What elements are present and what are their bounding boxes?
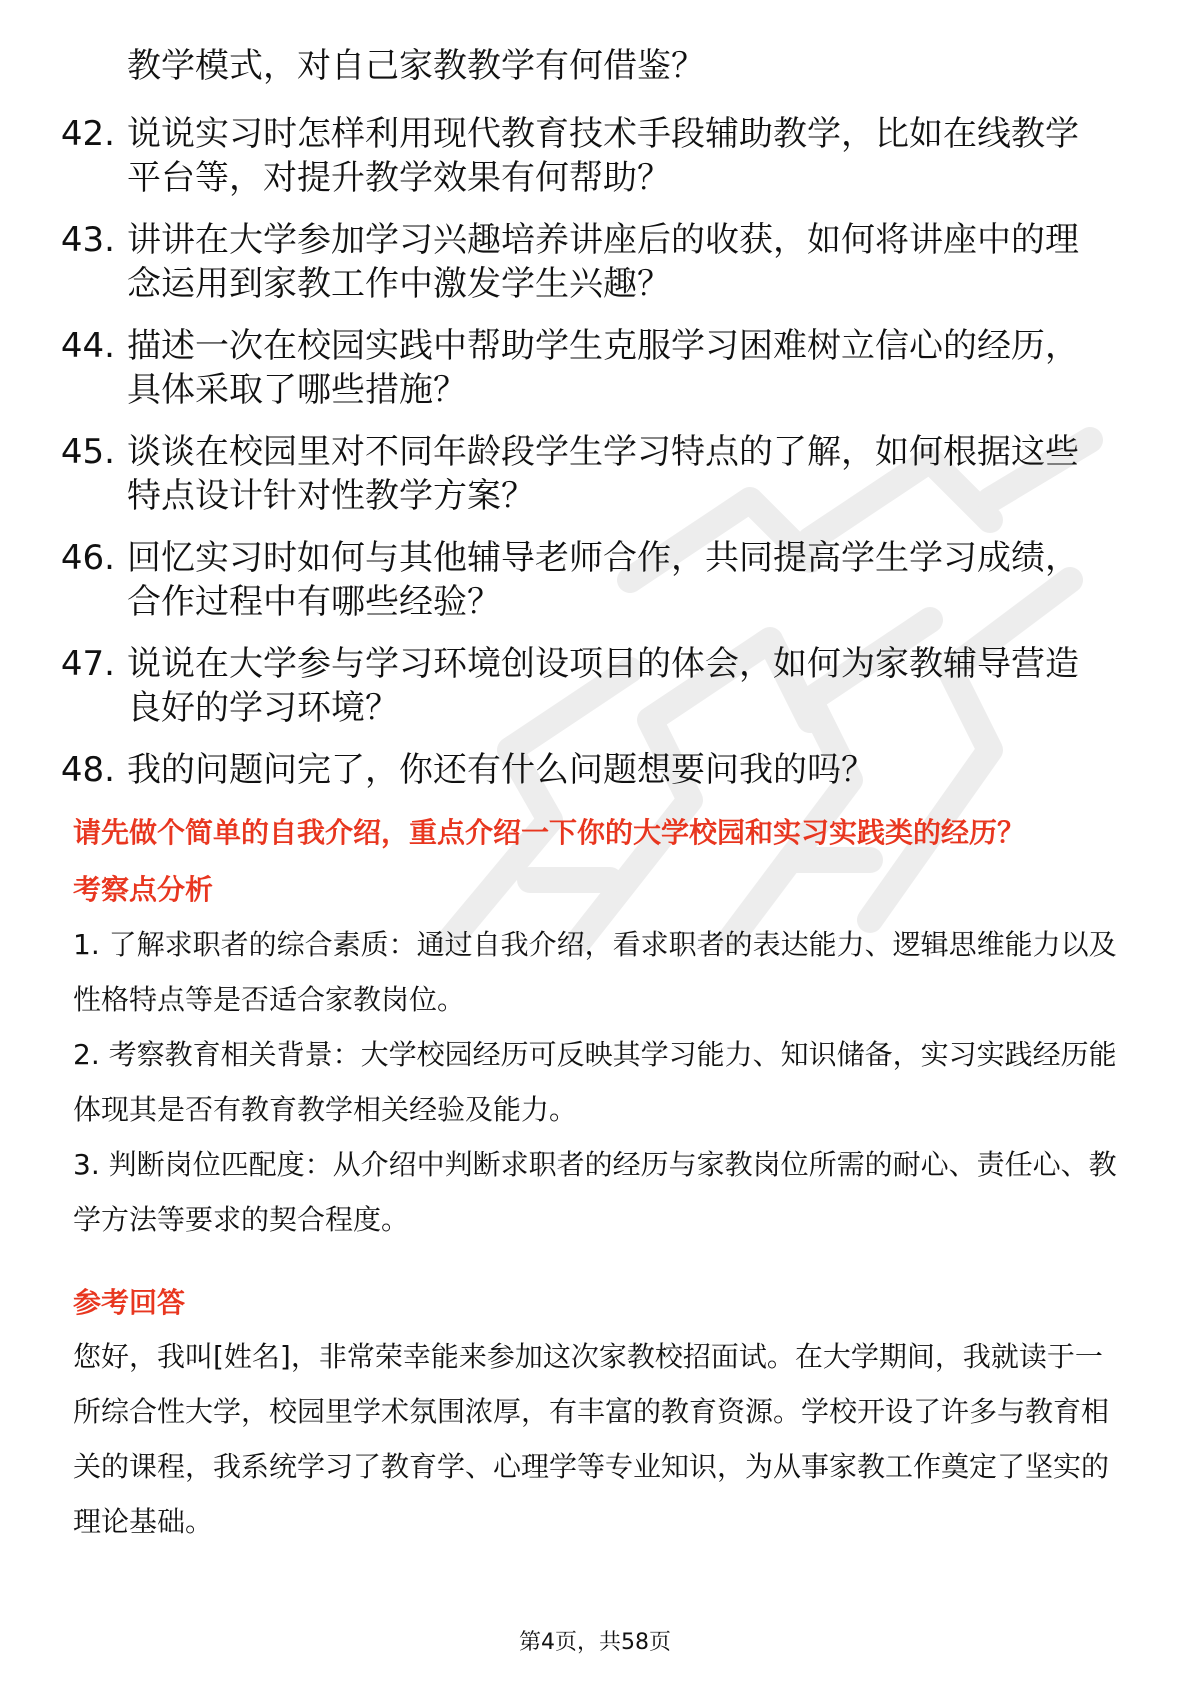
question-item [0, 430, 1190, 518]
question-item [0, 536, 1190, 624]
question-number: 43. [60, 220, 115, 260]
reference-answer-text: 您好，我叫[姓名]，非常荣幸能来参加这次家教校招面试。在大学期间，我就读于一所综合性大学，校园里学术氛围浓厚，有丰富的教育资源。学校开设了许多与教育相关的课程，我系统学习了教育学、心理学等专业知识，为从事家教工作奠定了坚实的理论基础。 [73, 1340, 1110, 1538]
question-item [0, 218, 1190, 306]
analysis-point: 3. 判断岗位匹配度：从介绍中判断求职者的经历与家教岗位所需的耐心、责任心、教学方法等要求的契合程度。 [73, 1148, 1117, 1236]
reference-answer [73, 1329, 1123, 1549]
question-item [0, 324, 1190, 412]
question-number: 42. [60, 114, 115, 154]
analysis-point: 1. 了解求职者的综合素质：通过自我介绍，看求职者的表达能力、逻辑思维能力以及性格特点等是否适合家教岗位。 [73, 928, 1117, 1016]
question-text: 我的问题问完了，你还有什么问题想要问我的吗？ [127, 750, 875, 790]
question-text: 说说在大学参与学习环境创设项目的体会，如何为家教辅导营造良好的学习环境？ [127, 644, 1079, 728]
question-item [0, 642, 1190, 730]
reference-heading: 参考回答 [73, 1286, 186, 1319]
analysis-heading: 考察点分析 [73, 873, 214, 906]
question-text: 描述一次在校园实践中帮助学生克服学习困难树立信心的经历，具体采取了哪些措施？ [127, 326, 1079, 410]
featured-question-title: 请先做个简单的自我介绍，重点介绍一下你的大学校园和实习实践类的经历？ [73, 816, 1026, 849]
question-number: 45. [60, 432, 115, 472]
question-text: 讲讲在大学参加学习兴趣培养讲座后的收获，如何将讲座中的理念运用到家教工作中激发学生兴趣？ [127, 220, 1079, 304]
question-number: 48. [60, 750, 115, 790]
question-number: 44. [60, 326, 115, 366]
question-number: 46. [60, 538, 115, 578]
page-footer: 第4页，共58页 [519, 1630, 671, 1655]
question-text: 回忆实习时如何与其他辅导老师合作，共同提高学生学习成绩，合作过程中有哪些经验？ [127, 538, 1079, 622]
question-item [0, 748, 1190, 792]
analysis-point: 2. 考察教育相关背景：大学校园经历可反映其学习能力、知识储备，实习实践经历能体现其是否有教育教学相关经验及能力。 [73, 1038, 1117, 1126]
analysis-points [73, 917, 1123, 1247]
question-list [0, 112, 1190, 810]
question-text: 说说实习时怎样利用现代教育技术手段辅助教学，比如在线教学平台等，对提升教学效果有何帮助？ [127, 114, 1079, 198]
question-continuation: 教学模式，对自己家教教学有何借鉴？ [127, 46, 705, 86]
question-text: 谈谈在校园里对不同年龄段学生学习特点的了解，如何根据这些特点设计针对性教学方案？ [127, 432, 1079, 516]
question-number: 47. [60, 644, 115, 684]
question-item [0, 112, 1190, 200]
